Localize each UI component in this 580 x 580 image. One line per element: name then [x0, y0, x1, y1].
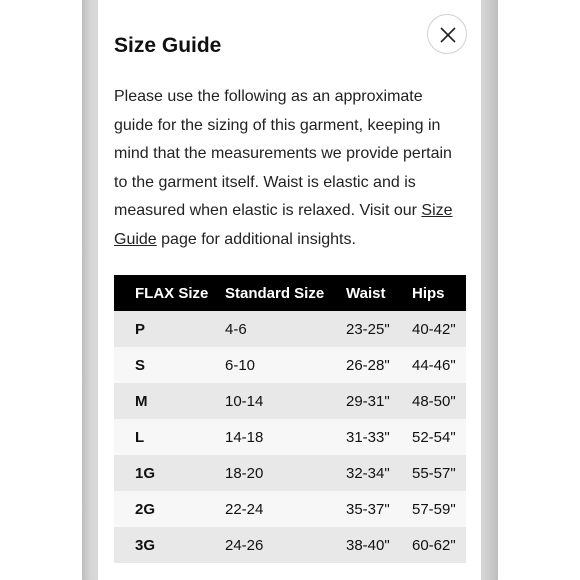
cell-waist: 35-37" — [346, 500, 390, 518]
cell-flax-size: L — [135, 428, 145, 446]
size-guide-modal — [98, 0, 481, 580]
cell-waist: 23-25" — [346, 320, 390, 338]
cell-waist: 31-33" — [346, 428, 390, 446]
header-standard-size: Standard Size — [225, 284, 325, 302]
modal-title: Size Guide — [114, 34, 222, 57]
cell-hips: 57-59" — [412, 500, 456, 518]
cell-hips: 48-50" — [412, 392, 456, 410]
close-icon — [439, 26, 457, 44]
size-guide-link[interactable]: Size Guide — [114, 202, 453, 248]
cell-flax-size: 1G — [135, 464, 156, 482]
cell-waist: 26-28" — [346, 356, 390, 374]
cell-hips: 60-62" — [412, 536, 456, 554]
cell-waist: 38-40" — [346, 536, 390, 554]
table-row — [114, 347, 466, 383]
cell-standard-size: 24-26 — [225, 536, 264, 554]
cell-flax-size: 2G — [135, 500, 156, 518]
cell-hips: 52-54" — [412, 428, 456, 446]
table-row — [114, 383, 466, 419]
close-button[interactable] — [427, 14, 467, 54]
header-flax-size: FLAX Size — [135, 284, 209, 302]
table-row — [114, 527, 466, 563]
cell-hips: 40-42" — [412, 320, 456, 338]
size-guide-description — [114, 83, 464, 255]
cell-standard-size: 14-18 — [225, 428, 264, 446]
cell-standard-size: 10-14 — [225, 392, 264, 410]
cell-hips: 55-57" — [412, 464, 456, 482]
table-row — [114, 419, 466, 455]
cell-flax-size: M — [135, 392, 148, 410]
table-row — [114, 455, 466, 491]
size-table — [114, 275, 466, 563]
cell-flax-size: 3G — [135, 536, 156, 554]
cell-flax-size: S — [135, 356, 146, 374]
header-hips: Hips — [412, 284, 445, 302]
description-text-end: page for additional insights. — [156, 230, 356, 248]
cell-standard-size: 22-24 — [225, 500, 264, 518]
cell-waist: 29-31" — [346, 392, 390, 410]
header-waist: Waist — [346, 284, 386, 302]
table-header-row — [114, 275, 466, 311]
cell-flax-size: P — [135, 320, 146, 338]
cell-standard-size: 6-10 — [225, 356, 256, 374]
cell-standard-size: 4-6 — [225, 320, 247, 338]
table-row — [114, 311, 466, 347]
table-row — [114, 491, 466, 527]
cell-standard-size: 18-20 — [225, 464, 264, 482]
description-text: Please use the following as an approximate guide for the sizing of this garment, keeping in mind that the measurements we provide pertain to the garment itself. Waist is elastic and is measured when elastic is relaxed. Visit our — [114, 88, 452, 220]
cell-hips: 44-46" — [412, 356, 456, 374]
cell-waist: 32-34" — [346, 464, 390, 482]
